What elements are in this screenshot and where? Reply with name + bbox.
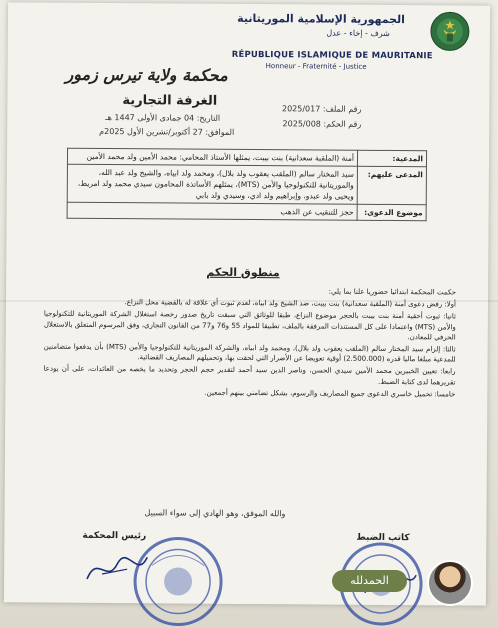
closing-formula: والله الموفق، وهو الهادي إلى سواء السبيل xyxy=(144,508,286,519)
subject-label: موضوع الدعوى: xyxy=(357,204,426,220)
file-number: رقم الملف: 2025/017 xyxy=(281,104,362,114)
ruling-number: رقم الحكم: 2025/008 xyxy=(282,119,362,129)
alhamdulillah-sticker: الحمدلله xyxy=(332,570,407,592)
header-motto-fr: Honneur - Fraternité - Justice xyxy=(265,62,367,71)
judgment-intro: حكمت المحكمة ابتدائيا حضوريا علنا بما يلي: xyxy=(328,287,457,297)
judgment-item-1: أولا: رفض دعوى أمنة (الملقبة سعدانية) بنت بيبت، ضد الشيخ ولد ابياه، لعدم ثبوت أي علاقة له بالقضية محل النزاع. xyxy=(124,298,457,309)
defendants-label: المدعى عليهم: xyxy=(357,166,426,204)
plaintiff-value: أمنة (الملقبة سعدانية) بنت بيبت، يمثلها الأستاذ المحامي: محمد الأمين ولد محمد الأمين xyxy=(67,148,357,166)
date-gregorian: الموافق: 27 أكتوبر/تشرين الأول 2025م xyxy=(99,126,235,137)
mauritania-emblem xyxy=(430,11,470,51)
judgment-body xyxy=(43,285,456,402)
subject-value: حجز للتنقيب عن الذهب xyxy=(67,202,357,220)
avatar xyxy=(427,560,473,606)
defendants-row xyxy=(67,164,426,205)
chamber-name: الغرفة التجارية xyxy=(122,93,218,109)
court-ruling-page xyxy=(4,2,490,605)
parties-table xyxy=(67,148,427,222)
president-signature-icon xyxy=(82,549,152,589)
signature-clerk-label: كاتب الضبط xyxy=(356,532,410,544)
defendants-value: سيد المختار سالم (الملقب يعقوب ولد بلال)، ومحمد ولد ابياه، والشيخ ولد عبد الله، والموريتانية للتكنولوجيا والأمن (MTS)، يمثلهم الأساتذة المحامون سيدي محمد ولد امريط، ويحيى ولد عبدو، وإبراهيم ولد ادي، وسيدي ولد بابي xyxy=(67,164,357,204)
header-motto-ar: شرف - إخاء - عدل xyxy=(326,28,390,38)
judgment-item-2: ثانيا: ثبوت أحقية أمنة بنت بيبت بالحجر موضوع النزاع، طبقا للوثائق التي سبقت تاريخ صدور رخصة استغلال الشركة الموريتانية للتكنولوجيا والأمن (MTS) واعتمادا على كل المستندات المرفقة بالملف، تطبيقا للمواد 55 و76 و77 من القانون التجاري، وفق المرسوم المتعلق بالاستغلال الحرفي للمعادن. xyxy=(43,309,456,342)
judgment-item-4: رابعا: تعيين الخبيرين محمد الأمين سيدي الحسن، وناصر الدين سيد أحمد لتقدير حجم الحجر وتحديد ما يخصه من العائدات، على أن يودعا تقريرهما لدى كتابة الضبط. xyxy=(43,365,456,387)
plaintiff-label: المدعية: xyxy=(357,150,426,166)
paper-fold-line xyxy=(0,300,498,302)
header-republic-ar: الجمهورية الإسلامية الموريتانية xyxy=(237,11,406,27)
date-hijri: التاريخ: 04 جمادى الأولى 1447 هـ xyxy=(105,113,221,123)
header-republic-fr: RÉPUBLIQUE ISLAMIQUE DE MAURITANIE xyxy=(231,49,433,62)
signature-president-label: رئيس المحكمة xyxy=(82,530,147,542)
judgment-title: منطوق الحكم xyxy=(206,265,280,280)
subject-row xyxy=(67,202,426,221)
judgment-item-3: ثالثا: إلزام سيد المختار سالم (الملقب يعقوب ولد بلال)، ومحمد ولد ابياه، والشركة الموريتانية للتكنولوجيا والأمن (MTS) بأن يدفعوا متضامنين للمدعية مبلغا ماليا قدره (2.500.000) أوقية تعويضا عن الأضرار التي لحقت بها، وتحميلهم المصاريف القضائية. xyxy=(43,342,456,364)
court-name: محكمة ولاية تيرس زمور xyxy=(65,64,228,85)
judgment-item-5: خامسا: تحميل خاسري الدعوى جميع المصاريف والرسوم، بشكل تضامني بينهم أجمعين. xyxy=(204,388,456,399)
